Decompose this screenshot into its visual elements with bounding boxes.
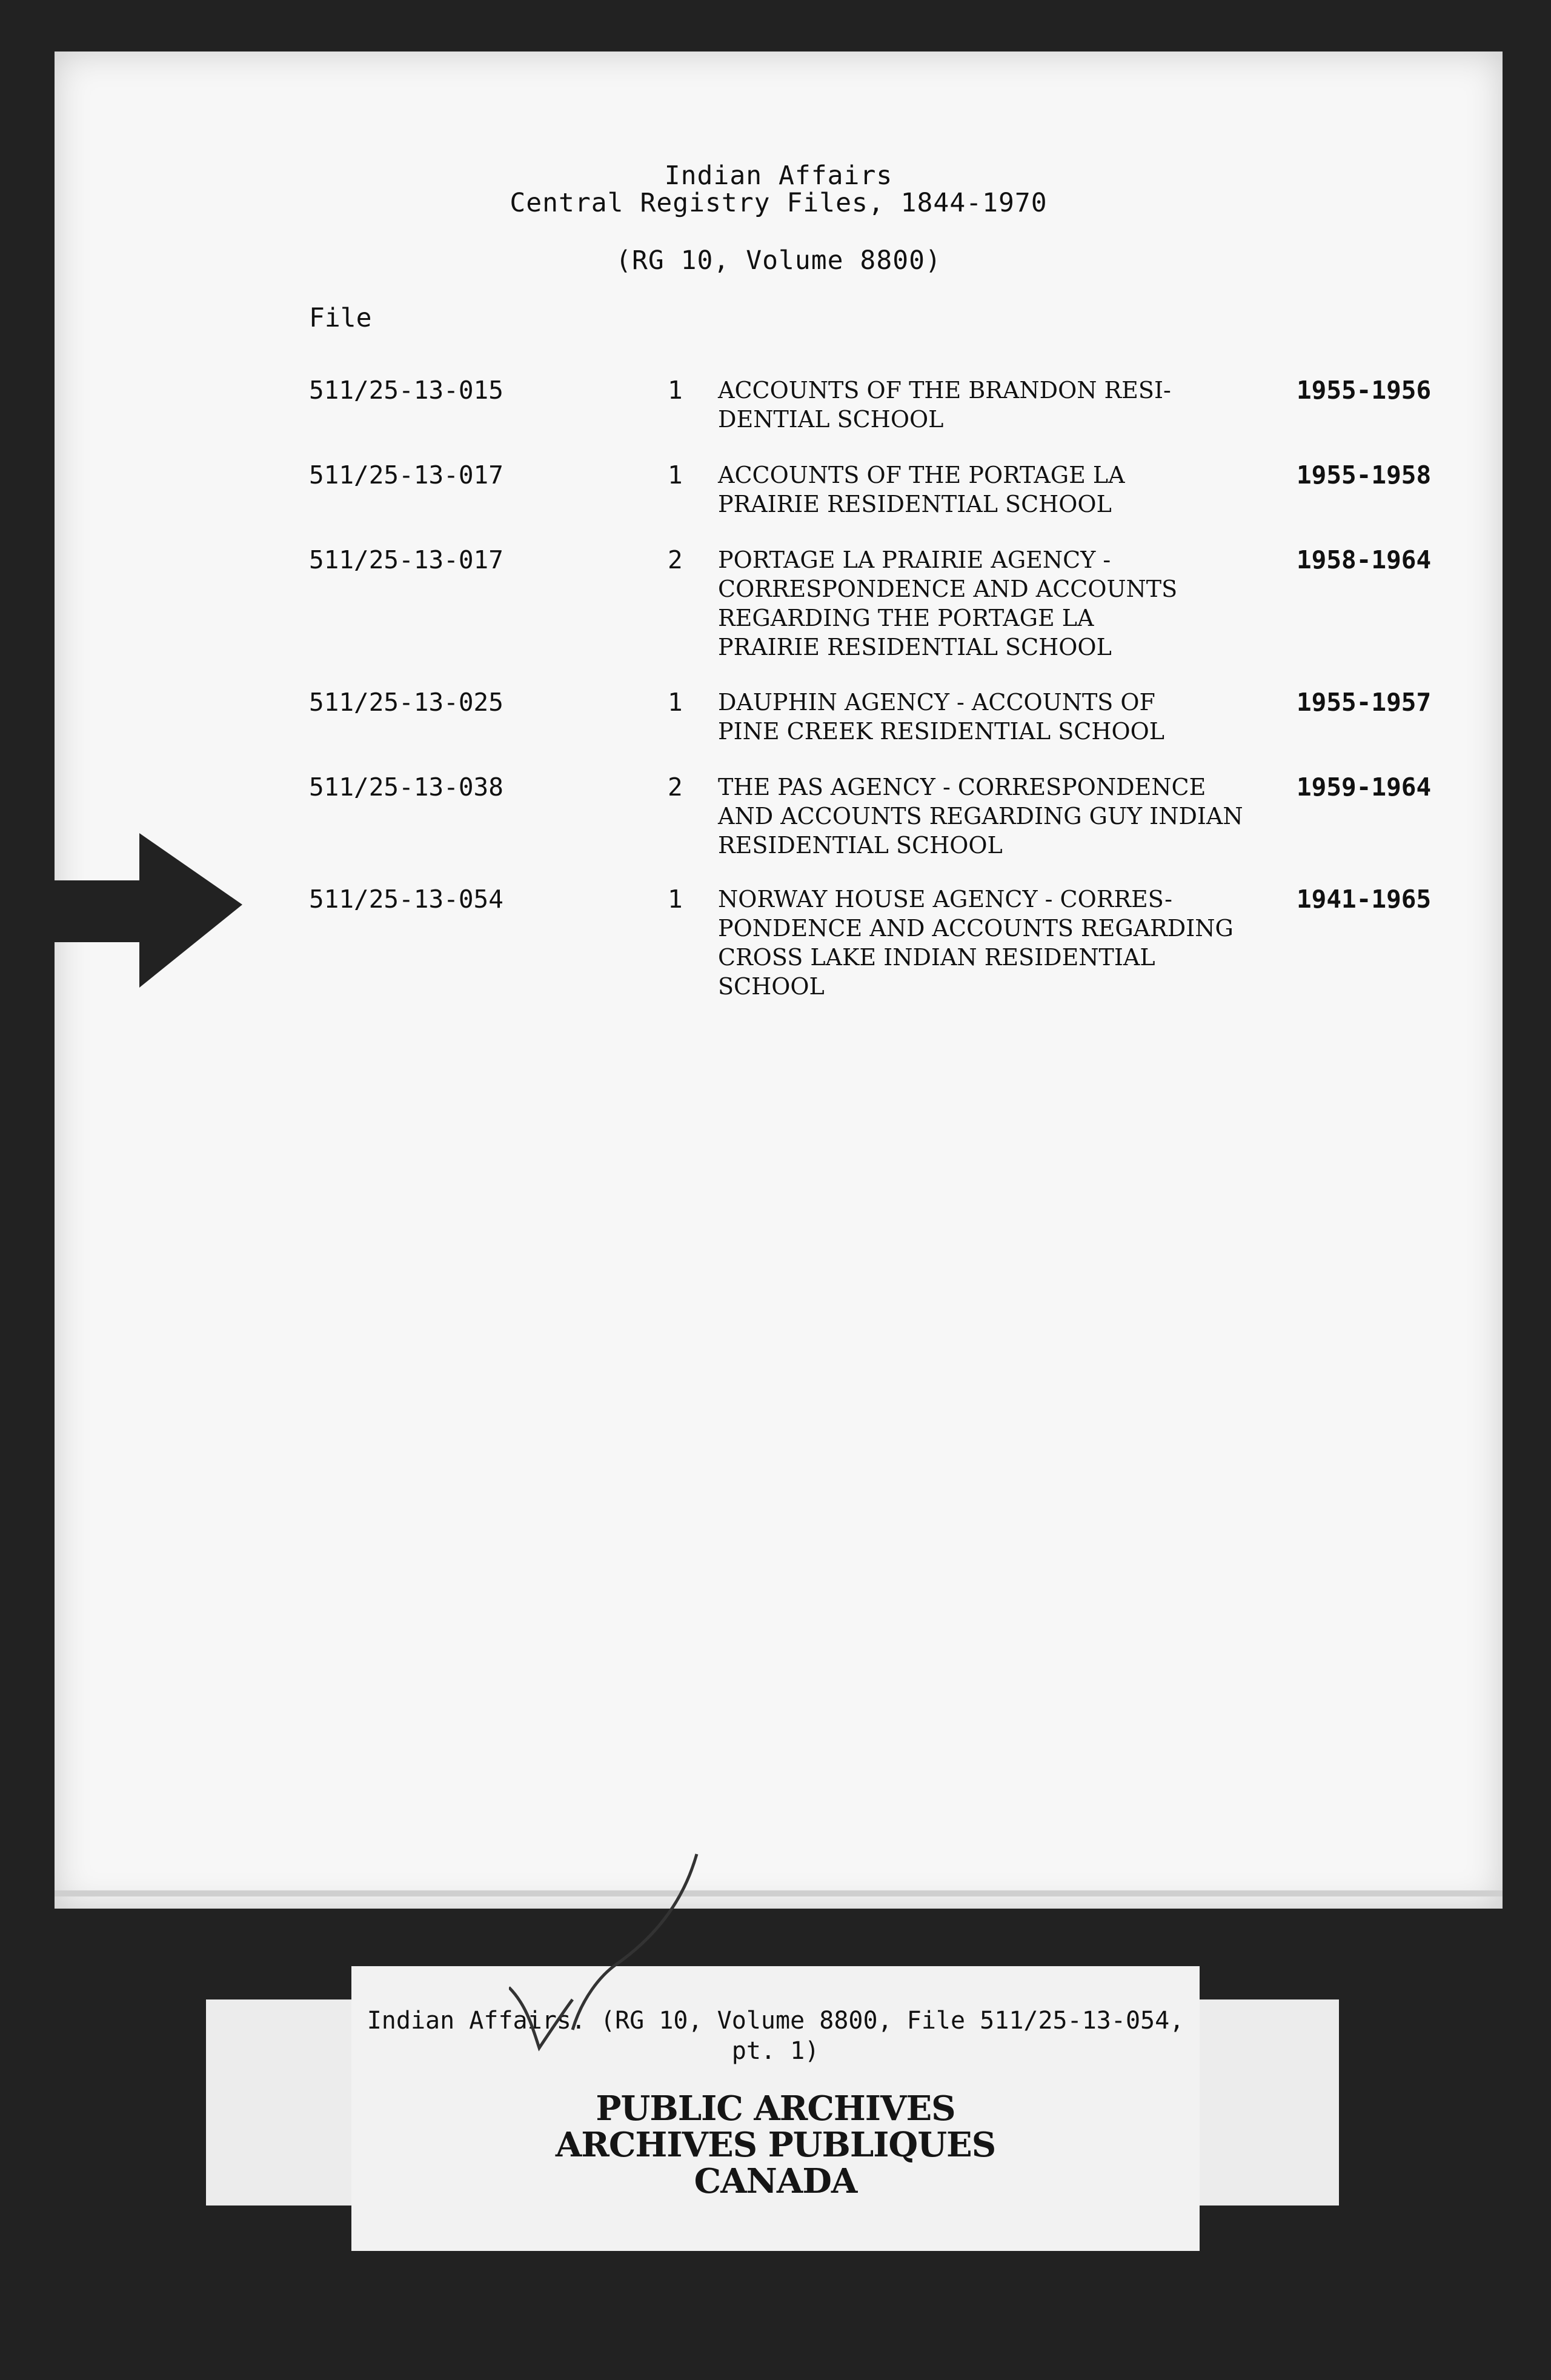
file-dates: 1959-1964 <box>1297 773 1432 802</box>
file-number: 511/25-13-054 <box>309 885 503 914</box>
file-dates: 1955-1957 <box>1297 688 1432 717</box>
part-number: 1 <box>668 688 683 717</box>
part-number: 2 <box>668 773 683 802</box>
part-number: 1 <box>668 885 683 914</box>
file-title: DAUPHIN AGENCY - ACCOUNTS OF PINE CREEK RESIDENTIAL SCHOOL <box>718 689 1165 745</box>
volume-reference: (RG 10, Volume 8800) <box>616 245 942 276</box>
file-number: 511/25-13-017 <box>309 460 503 490</box>
page-title: Indian Affairs <box>664 161 893 191</box>
file-title: ACCOUNTS OF THE PORTAGE LA PRAIRIE RESIDENTIAL SCHOOL <box>718 462 1125 517</box>
part-number: 1 <box>668 460 683 490</box>
file-column-label: File <box>309 303 372 333</box>
file-title: THE PAS AGENCY - CORRESPONDENCE AND ACCOUNTS REGARDING GUY INDIAN RESIDENTIAL SCHOOL <box>718 774 1243 859</box>
file-number: 511/25-13-025 <box>309 688 503 717</box>
part-number: 2 <box>668 545 683 574</box>
film-scratch-mark <box>509 1848 933 2066</box>
file-number: 511/25-13-015 <box>309 376 503 405</box>
stamp-line: PUBLIC ARCHIVES <box>596 2089 955 2129</box>
file-dates: 1941-1965 <box>1297 885 1432 914</box>
pointer-arrow-icon <box>0 833 254 997</box>
document-page <box>55 52 1503 1909</box>
file-dates: 1955-1956 <box>1297 376 1432 405</box>
part-number: 1 <box>668 376 683 405</box>
file-title: NORWAY HOUSE AGENCY - CORRES- PONDENCE AND ACCOUNTS REGARDING CROSS LAKE INDIAN RESIDENTIAL SCHOOL <box>718 886 1234 1000</box>
archives-stamp <box>351 2090 1200 2199</box>
stamp-line: CANADA <box>694 2161 857 2201</box>
page-subtitle: Central Registry Files, 1844-1970 <box>510 188 1048 218</box>
file-number: 511/25-13-017 <box>309 545 503 574</box>
archive-reference: Indian Affairs. (RG 10, Volume 8800, File 511/25-13-054, pt. 1) <box>367 2007 1184 2065</box>
file-dates: 1958-1964 <box>1297 545 1432 574</box>
file-number: 511/25-13-038 <box>309 773 503 802</box>
file-title: PORTAGE LA PRAIRIE AGENCY - CORRESPONDENCE AND ACCOUNTS REGARDING THE PORTAGE LA PRAIRIE RESIDENTIAL SCHOOL <box>718 547 1178 660</box>
stamp-line: ARCHIVES PUBLIQUES <box>555 2125 996 2165</box>
file-dates: 1955-1958 <box>1297 460 1432 490</box>
file-title: ACCOUNTS OF THE BRANDON RESI- DENTIAL SCHOOL <box>718 377 1171 433</box>
